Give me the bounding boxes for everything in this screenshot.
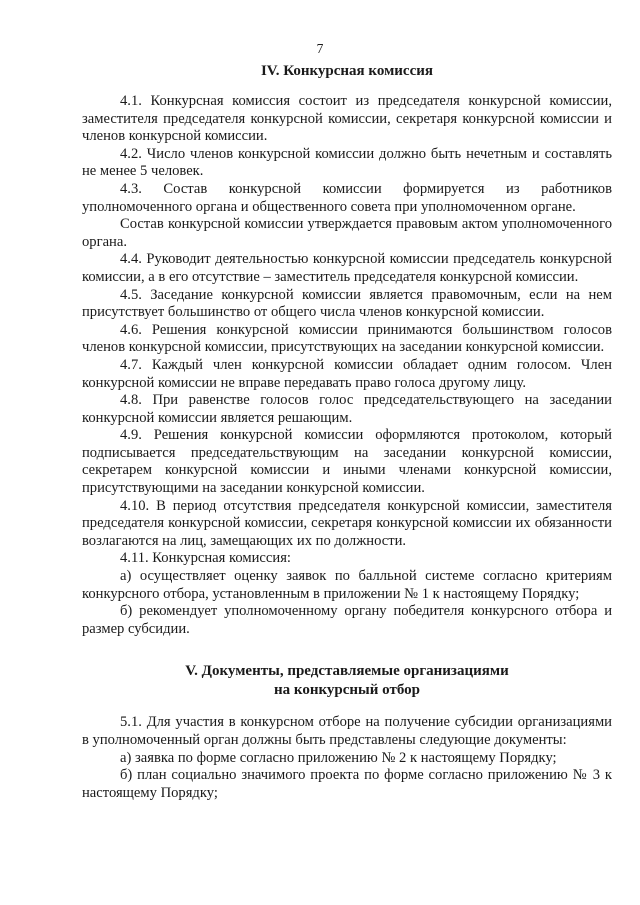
paragraph-4-3-composition: Состав конкурсной комиссии утверждается правовым актом уполномоченного органа. — [82, 216, 612, 250]
paragraph-4-9: 4.9. Решения конкурсной комиссии оформляются протоколом, который подписывается председательствующим на заседании конкурсной комиссии, секретарем конкурсной комиссии и иными членами конкурсной комиссии, присутствующими на заседании конкурсной комиссии. — [82, 427, 612, 497]
paragraph-5-1-a: а) заявка по форме согласно приложению № 2 к настоящему Порядку; — [120, 749, 557, 766]
paragraph-4-8: 4.8. При равенстве голосов голос председательствующего на заседании конкурсной комиссии является решающим. — [82, 392, 612, 426]
section-4-heading: IV. Конкурсная комиссия — [260, 63, 434, 79]
paragraph-5-1-b: б) план социально значимого проекта по форме согласно приложению № 3 к настоящему Порядку; — [82, 767, 612, 801]
paragraph-5-1: 5.1. Для участия в конкурсном отборе на получение субсидии организациями в уполномоченный орган должны быть представлены следующие документы: — [82, 714, 612, 748]
paragraph-4-11: 4.11. Конкурсная комиссия: — [120, 550, 291, 567]
page-content — [82, 62, 612, 802]
paragraph-4-11-b: б) рекомендует уполномоченному органу победителя конкурсного отбора и размер субсидии. — [82, 603, 612, 637]
paragraph-4-4: 4.4. Руководит деятельностью конкурсной комиссии председатель конкурсной комиссии, а в его отсутствие – заместитель председателя конкурсной комиссии. — [82, 251, 612, 285]
paragraph-4-2: 4.2. Число членов конкурсной комиссии должно быть нечетным и составлять не менее 5 человек. — [82, 145, 612, 180]
page-number: 7 — [316, 41, 324, 56]
paragraph-4-7: 4.7. Каждый член конкурсной комиссии обладает одним голосом. Член конкурсной комиссии не вправе передавать право голоса другому лицу. — [82, 356, 612, 391]
paragraph-4-1: 4.1. Конкурсная комиссия состоит из председателя конкурсной комиссии, заместителя председателя конкурсной комиссии, секретаря конкурсной комиссии и членов конкурсной комиссии. — [82, 93, 612, 145]
paragraph-4-10: 4.10. В период отсутствия председателя конкурсной комиссии, заместителя председателя конкурсной комиссии, секретаря конкурсной комиссии их обязанности возлагаются на лиц, замещающих их по должности. — [82, 497, 612, 549]
paragraph-4-3: 4.3. Состав конкурсной комиссии формируется из работников уполномоченного органа и общественного совета при уполномоченном органе. — [82, 180, 612, 215]
paragraph-4-5: 4.5. Заседание конкурсной комиссии является правомочным, если на нем присутствует большинство от общего числа членов конкурсной комиссии. — [82, 286, 612, 321]
paragraph-4-6: 4.6. Решения конкурсной комиссии принимаются большинством голосов членов конкурсной комиссии, присутствующих на заседании конкурсной комиссии. — [82, 321, 612, 356]
section-5-heading-line-2: на конкурсный отбор — [274, 682, 420, 699]
section-5-heading-line-1: V. Документы, представляемые организациями — [185, 663, 509, 680]
section-5-heading — [82, 662, 612, 700]
paragraph-4-11-a: а) осуществляет оценку заявок по балльной системе согласно критериям конкурсного отбора, установленным в приложении № 1 к настоящему Порядку; — [82, 568, 612, 602]
